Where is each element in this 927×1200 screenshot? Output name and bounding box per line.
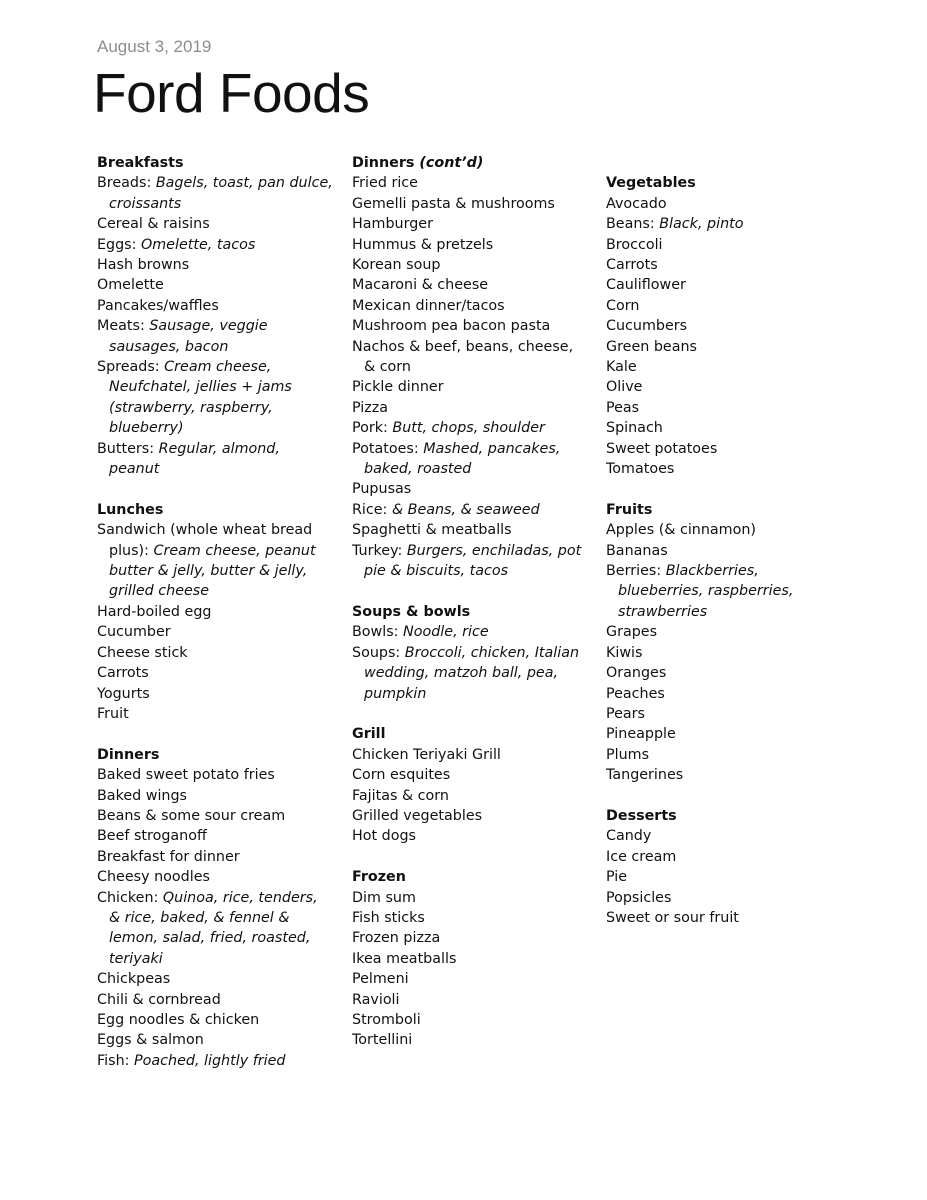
item-label: Stromboli (352, 1011, 421, 1028)
item-detail: Regular, almond, peanut (109, 440, 280, 478)
section-heading (352, 867, 588, 887)
list-item (606, 459, 846, 479)
item-label: Pupusas (352, 481, 412, 498)
list-item (352, 806, 588, 826)
item-detail: Broccoli, chicken, Italian wedding, matzoh ball, pea, pumpkin (364, 644, 580, 702)
section-heading-text: Fruits (606, 501, 653, 518)
list-item (97, 867, 333, 887)
list-item (352, 398, 588, 418)
list-item (352, 255, 588, 275)
item-label: Sweet potatoes (606, 440, 718, 457)
list-item (606, 357, 846, 377)
list-item (606, 867, 846, 887)
item-label: Baked sweet potato fries (97, 767, 275, 784)
section-heading-note: (cont’d) (419, 155, 484, 171)
list-item (352, 235, 588, 255)
item-detail: Butt, chops, shoulder (392, 420, 545, 437)
list-item (97, 357, 333, 439)
item-detail: Omelette, tacos (141, 236, 256, 253)
item-detail: Noodle, rice (403, 624, 489, 641)
item-label: Grapes (606, 624, 658, 641)
list-item (606, 275, 846, 295)
item-label: Pizza (352, 399, 389, 416)
list-item (97, 296, 333, 316)
section-heading-text: Lunches (97, 501, 164, 518)
item-label: Chicken: (97, 889, 163, 906)
section-soups-bowls (352, 602, 588, 704)
list-item (606, 684, 846, 704)
item-label: Berries: (606, 563, 666, 580)
section-heading (352, 602, 588, 622)
list-item (352, 439, 588, 480)
section-heading-text: Grill (352, 726, 386, 743)
item-label: Hash browns (97, 257, 190, 274)
section-vegetables (606, 153, 846, 479)
item-label: Turkey: (352, 542, 407, 559)
list-item (97, 765, 333, 785)
list-item (352, 928, 588, 948)
section-heading-text: Breakfasts (97, 155, 184, 171)
list-item (352, 990, 588, 1010)
item-label: Olive (606, 379, 643, 396)
item-detail: & Beans, & seaweed (391, 501, 540, 518)
list-item (97, 1030, 333, 1050)
item-label: Omelette (97, 277, 164, 294)
item-detail: Blackberries, blueberries, raspberries, strawberries (618, 563, 794, 620)
list-item (606, 296, 846, 316)
list-item (97, 1010, 333, 1030)
list-item (97, 235, 333, 255)
item-label: Baked wings (97, 787, 188, 804)
item-label: Pickle dinner (352, 379, 444, 396)
section-grill (352, 724, 588, 846)
list-item (606, 765, 846, 785)
list-item (352, 194, 588, 214)
list-item (606, 643, 846, 663)
list-item (352, 418, 588, 438)
section-breakfasts (97, 153, 333, 479)
list-item (97, 173, 333, 214)
item-label: Dim sum (352, 889, 416, 906)
section-desserts (606, 806, 846, 928)
list-item (97, 520, 333, 602)
item-detail: Bagels, toast, pan dulce, croissants (109, 175, 333, 212)
list-item (352, 520, 588, 540)
list-item (97, 1051, 333, 1071)
item-label: Yogurts (97, 685, 150, 702)
item-label: Hot dogs (352, 828, 416, 845)
item-label: Chicken Teriyaki Grill (352, 746, 501, 763)
item-label: Spreads: (97, 359, 165, 376)
list-item (97, 663, 333, 683)
item-label: Fruit (97, 705, 129, 722)
item-label: Rice: (352, 501, 392, 518)
section-dinners (97, 745, 333, 1071)
item-detail: Burgers, enchiladas, pot pie & biscuits, tacos (364, 542, 582, 580)
section-heading-text: Dinners (97, 746, 160, 763)
item-label: Breads: (97, 175, 156, 192)
list-item (352, 908, 588, 928)
list-item (606, 847, 846, 867)
item-detail: Black, pinto (659, 216, 744, 233)
item-label: Tangerines (606, 767, 684, 784)
item-label: Chickpeas (97, 971, 171, 988)
item-label: Chili & cornbread (97, 991, 221, 1008)
list-item (606, 541, 846, 561)
list-item (352, 173, 588, 193)
list-item (97, 990, 333, 1010)
list-item (352, 1010, 588, 1030)
item-detail: Quinoa, rice, tenders, & rice, baked, & fennel & lemon, salad, fried, roasted, teriyaki (109, 889, 318, 967)
list-item (606, 418, 846, 438)
item-label: Bananas (606, 542, 668, 559)
list-item (606, 724, 846, 744)
item-label: Sweet or sour fruit (606, 909, 739, 926)
section-heading (97, 500, 333, 520)
list-item (606, 888, 846, 908)
list-item (352, 337, 588, 378)
list-item (352, 786, 588, 806)
item-label: Fried rice (352, 175, 418, 192)
list-item (606, 398, 846, 418)
section-heading-text: Vegetables (606, 175, 696, 192)
section-heading-text: Desserts (606, 807, 677, 824)
item-label: Beans: (606, 216, 660, 233)
item-label: Nachos & beef, beans, cheese, & corn (352, 338, 574, 376)
list-item (352, 377, 588, 397)
item-label: Green beans (606, 338, 697, 355)
list-item (606, 337, 846, 357)
item-label: Gemelli pasta & mushrooms (352, 195, 555, 212)
item-label: Cucumber (97, 624, 171, 641)
list-item (606, 745, 846, 765)
list-item (352, 643, 588, 704)
item-label: Butters: (97, 440, 159, 457)
section-heading (606, 173, 846, 193)
list-item (606, 663, 846, 683)
list-item (352, 214, 588, 234)
item-label: Kale (606, 359, 637, 376)
list-item (97, 684, 333, 704)
section-frozen (352, 867, 588, 1051)
list-item (606, 704, 846, 724)
item-label: Korean soup (352, 257, 441, 274)
item-label: Potatoes: (352, 440, 424, 457)
item-label: Kiwis (606, 644, 643, 661)
section-heading (606, 806, 846, 826)
list-item (352, 826, 588, 846)
item-label: Cauliflower (606, 277, 686, 294)
section-heading (97, 153, 333, 173)
list-item (606, 235, 846, 255)
item-label: Egg noodles & chicken (97, 1011, 260, 1028)
list-item (97, 847, 333, 867)
column-3 (606, 153, 846, 949)
section-heading (97, 745, 333, 765)
item-label: Popsicles (606, 889, 672, 906)
list-item (97, 786, 333, 806)
list-item (97, 214, 333, 234)
list-item (606, 377, 846, 397)
item-label: Corn (606, 297, 640, 314)
item-label: Ice cream (606, 848, 677, 865)
item-label: Sandwich (whole wheat bread plus): (97, 522, 313, 559)
list-item (606, 826, 846, 846)
list-item (352, 479, 588, 499)
list-item (352, 949, 588, 969)
list-item (352, 1030, 588, 1050)
item-label: Breakfast for dinner (97, 848, 240, 865)
item-label: Ravioli (352, 991, 400, 1008)
item-label: Fajitas & corn (352, 787, 449, 804)
item-label: Macaroni & cheese (352, 277, 489, 294)
list-item (352, 541, 588, 582)
list-item (606, 622, 846, 642)
item-label: Grilled vegetables (352, 807, 483, 824)
item-label: Spinach (606, 420, 663, 437)
list-item (606, 194, 846, 214)
item-label: Beans & some sour cream (97, 807, 286, 824)
list-item (606, 255, 846, 275)
item-label: Mushroom pea bacon pasta (352, 318, 551, 335)
list-item (352, 275, 588, 295)
item-label: Carrots (606, 257, 658, 273)
section-dinners-contd (352, 153, 588, 582)
item-label: Meats: (97, 318, 150, 335)
item-label: Cucumbers (606, 318, 688, 335)
list-item (352, 316, 588, 336)
list-item (97, 643, 333, 663)
list-item (352, 622, 588, 642)
item-detail: Poached, lightly fried (134, 1052, 286, 1069)
item-label: Tortellini (352, 1032, 413, 1049)
list-item (97, 622, 333, 642)
list-item (606, 316, 846, 336)
item-label: Pineapple (606, 726, 676, 743)
list-item (352, 765, 588, 785)
item-label: Carrots (97, 665, 149, 682)
section-heading-text: Dinners (352, 155, 420, 171)
item-detail: Cream cheese, peanut butter & jelly, butter & jelly, grilled cheese (109, 542, 316, 600)
section-fruits (606, 500, 846, 786)
column-2 (352, 153, 588, 1071)
section-heading-text: Soups & bowls (352, 603, 471, 620)
list-item (352, 888, 588, 908)
item-label: Plums (606, 746, 650, 763)
item-label: Spaghetti & meatballs (352, 522, 512, 539)
section-heading (352, 153, 588, 173)
list-item (606, 214, 846, 234)
list-item (606, 520, 846, 540)
section-heading (352, 724, 588, 744)
item-label: Peas (606, 399, 640, 416)
item-label: Candy (606, 828, 652, 845)
item-label: Hard-boiled egg (97, 603, 212, 620)
list-item (97, 316, 333, 357)
section-heading-text: Frozen (352, 869, 406, 886)
list-item (606, 439, 846, 459)
item-label: Pancakes/waffles (97, 297, 219, 314)
section-spacer (606, 153, 846, 173)
list-item (352, 296, 588, 316)
list-item (352, 969, 588, 989)
item-label: Mexican dinner/tacos (352, 297, 505, 314)
document-title: Ford Foods (93, 62, 370, 124)
item-detail: Mashed, pancakes, baked, roasted (364, 440, 561, 478)
item-label: Peaches (606, 685, 665, 702)
item-detail: Sausage, veggie sausages, bacon (109, 318, 268, 355)
list-item (352, 500, 588, 520)
item-label: Soups: (352, 644, 405, 661)
list-item (97, 888, 333, 970)
item-label: Tomatoes (606, 461, 675, 478)
item-label: Cheese stick (97, 644, 188, 661)
item-label: Pears (606, 705, 645, 722)
list-item (97, 806, 333, 826)
item-label: Oranges (606, 665, 667, 682)
document-date: August 3, 2019 (97, 37, 212, 56)
item-label: Eggs & salmon (97, 1032, 204, 1049)
item-label: Fish sticks (352, 909, 425, 926)
item-label: Broccoli (606, 236, 663, 253)
item-label: Fish: (97, 1052, 135, 1069)
list-item (97, 969, 333, 989)
item-label: Corn esquites (352, 767, 451, 784)
list-item (97, 602, 333, 622)
item-label: Bowls: (352, 624, 404, 641)
item-label: Pork: (352, 420, 393, 437)
list-item (97, 704, 333, 724)
section-lunches (97, 500, 333, 724)
item-label: Beef stroganoff (97, 828, 207, 845)
item-label: Eggs: (97, 236, 141, 253)
item-label: Cheesy noodles (97, 869, 210, 886)
item-label: Pelmeni (352, 971, 409, 988)
list-item (97, 255, 333, 275)
item-label: Frozen pizza (352, 930, 441, 947)
list-item (352, 745, 588, 765)
item-label: Avocado (606, 195, 667, 212)
item-detail: Cream cheese, Neufchatel, jellies + jams (strawberry, raspberry, blueberry) (109, 359, 292, 437)
column-1 (97, 153, 333, 1092)
item-label: Hummus & pretzels (352, 236, 494, 253)
item-label: Cereal & raisins (97, 216, 210, 233)
item-label: Ikea meatballs (352, 950, 457, 967)
item-label: Apples (& cinnamon) (606, 522, 756, 539)
item-label: Pie (606, 869, 628, 886)
list-item (97, 439, 333, 480)
section-heading (606, 500, 846, 520)
list-item (606, 561, 846, 622)
list-item (606, 908, 846, 928)
list-item (97, 275, 333, 295)
list-item (97, 826, 333, 846)
item-label: Hamburger (352, 216, 433, 233)
